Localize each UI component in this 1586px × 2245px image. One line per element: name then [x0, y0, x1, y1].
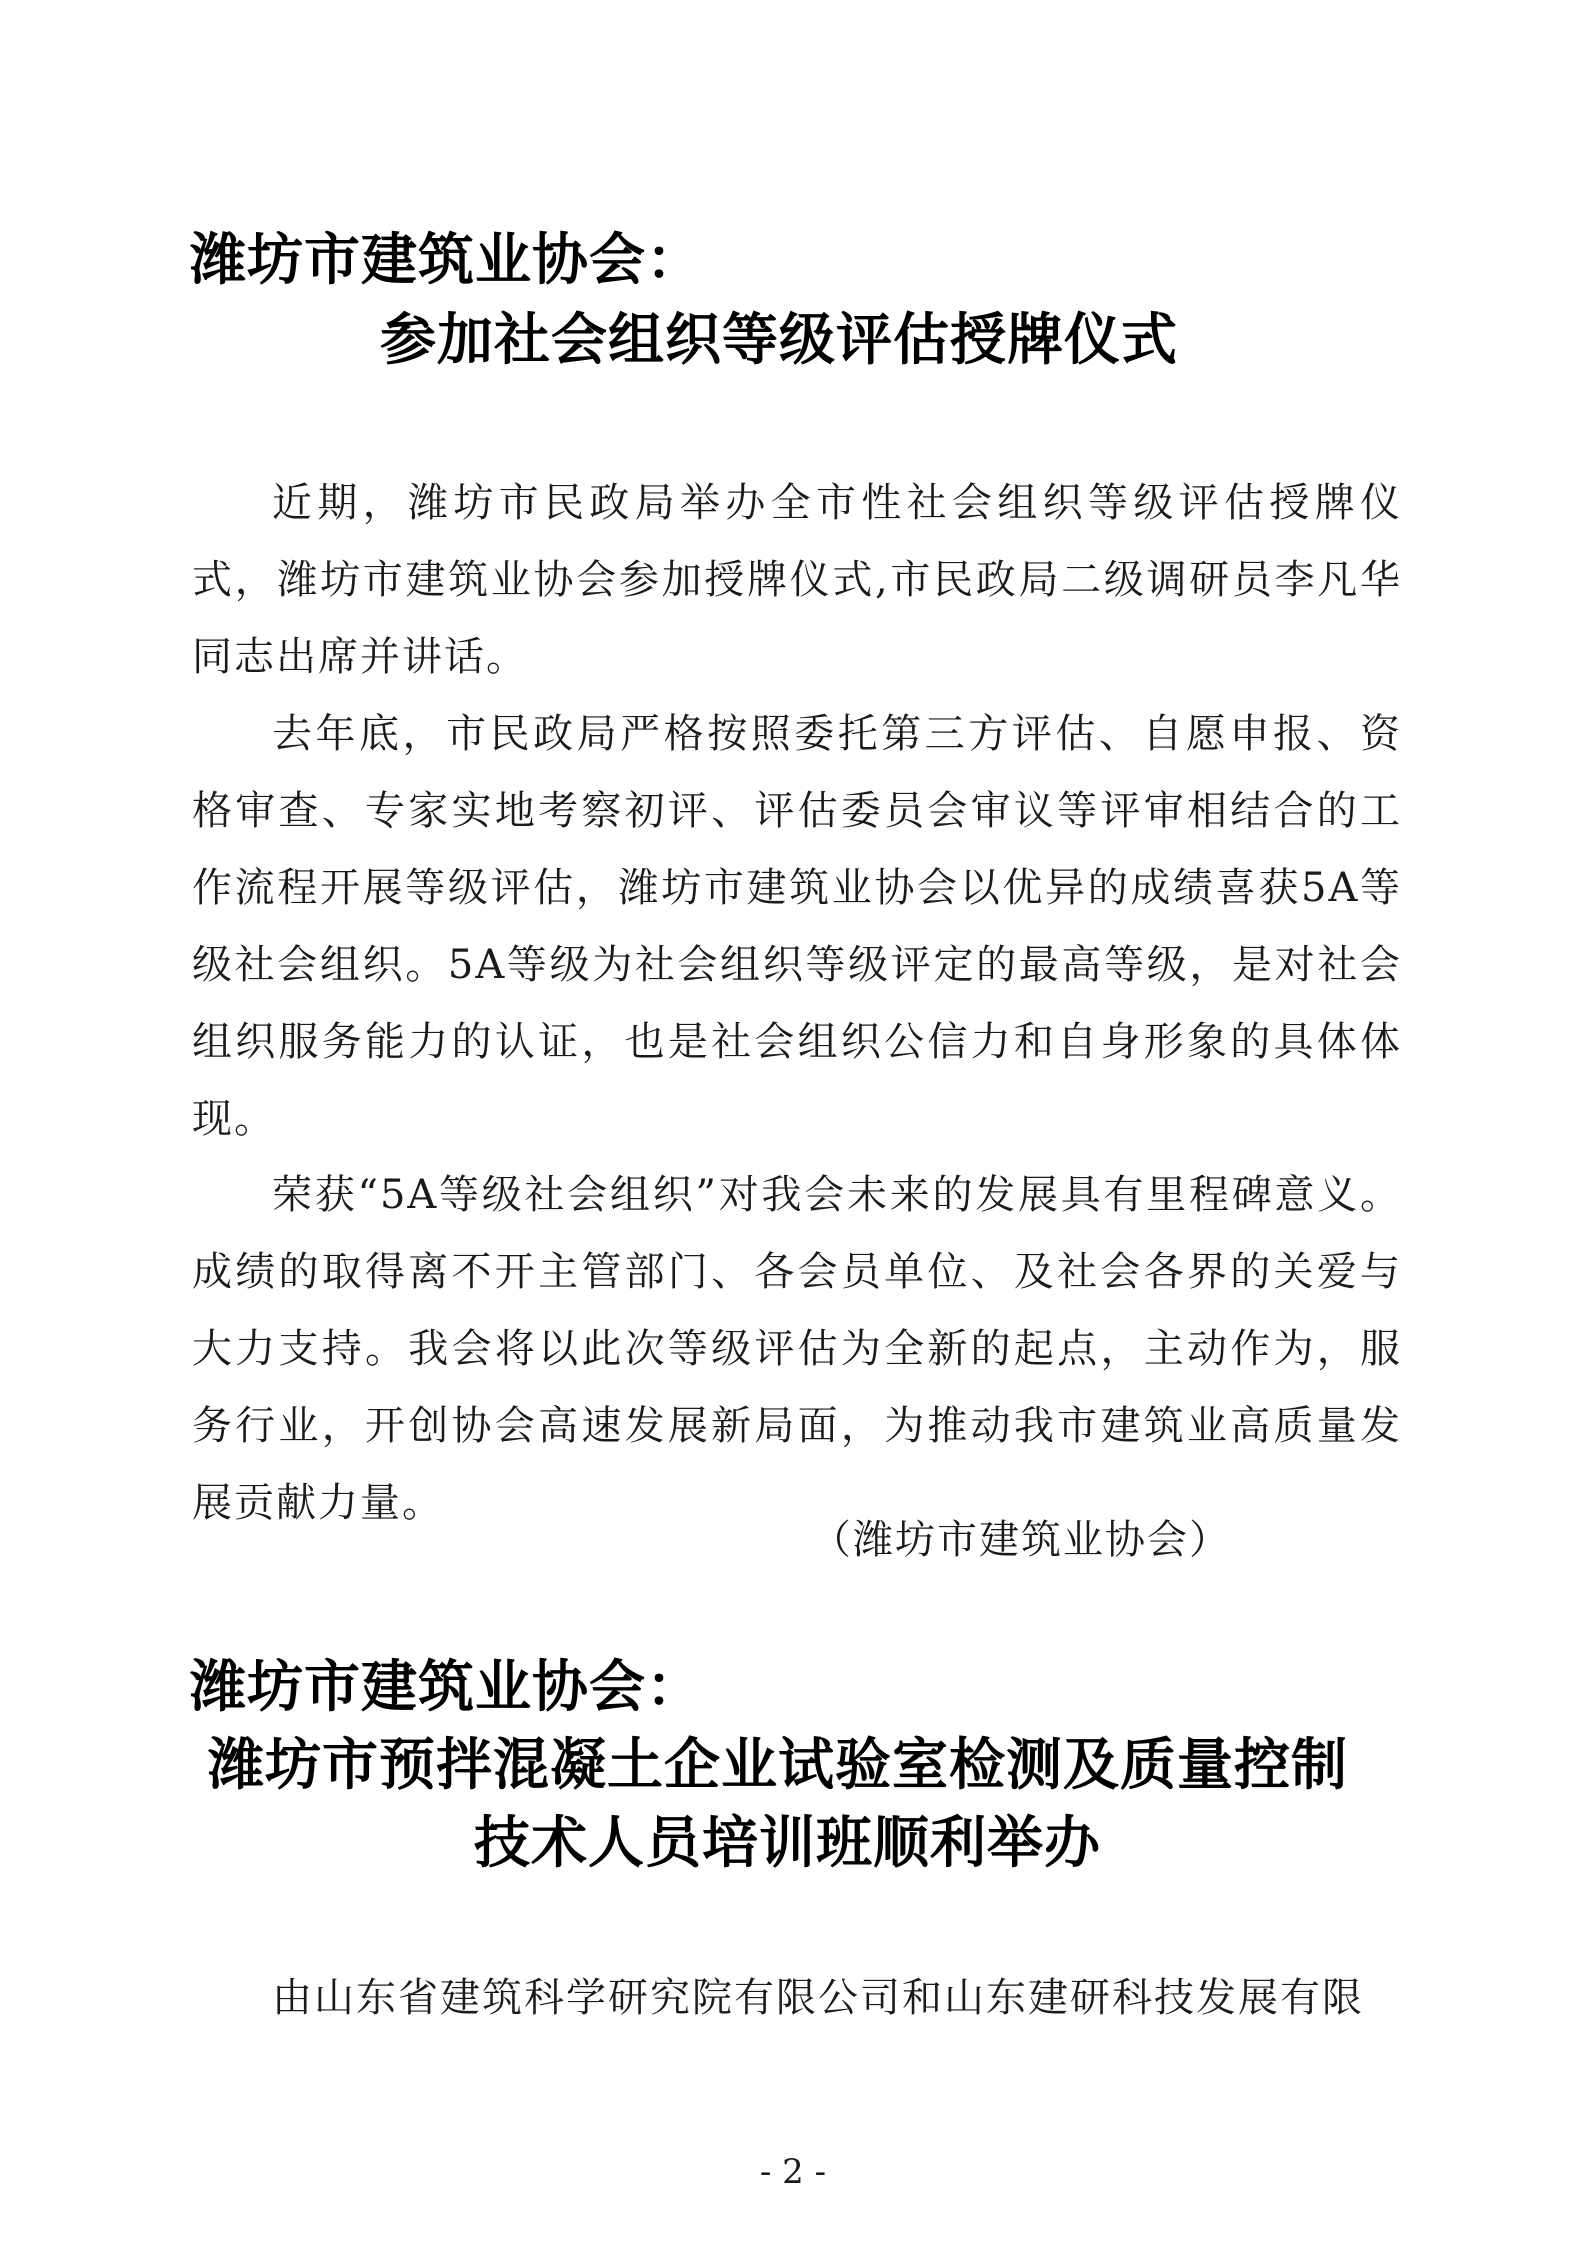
article1-title-line2: 参加社会组织等级评估授牌仪式	[380, 307, 1178, 373]
article1-title-line1: 潍坊市建筑业协会：	[190, 227, 703, 293]
page-number: - 2 -	[759, 2152, 827, 2192]
article2-title-line1: 潍坊市建筑业协会：	[190, 1654, 703, 1720]
article1-signature: （潍坊市建筑业协会）	[811, 1517, 1231, 1563]
article2-title-line3: 技术人员培训班顺利举办	[474, 1810, 1101, 1876]
article1-paragraph-1: 近期，潍坊市民政局举办全市性社会组织等级评估授牌仪式，潍坊市建筑业协会参加授牌仪式,市民政局二级调研员李凡华同志出席并讲话。	[192, 480, 1402, 680]
article1-paragraph-3: 荣获“5A等级社会组织”对我会未来的发展具有里程碑意义。成绩的取得离不开主管部门、各会员单位、及社会各界的关爱与大力支持。我会将以此次等级评估为全新的起点，主动作为，服务行业，开创协会高速发展新局面，为推动我市建筑业高质量发展贡献力量。	[192, 1172, 1402, 1526]
article2-paragraph-1: 由山东省建筑科学研究院有限公司和山东建研科技发展有限	[272, 1975, 1364, 2021]
article1-paragraph-2: 去年底，市民政局严格按照委托第三方评估、自愿申报、资格审查、专家实地考察初评、评估委员会审议等评审相结合的工作流程开展等级评估，潍坊市建筑业协会以优异的成绩喜获5A等级社会组织。5A等级为社会组织等级评定的最高等级，是对社会组织服务能力的认证，也是社会组织公信力和自身形象的具体体现。	[192, 711, 1402, 1142]
article2-title-line2: 潍坊市预拌混凝土企业试验室检测及质量控制	[208, 1732, 1348, 1798]
